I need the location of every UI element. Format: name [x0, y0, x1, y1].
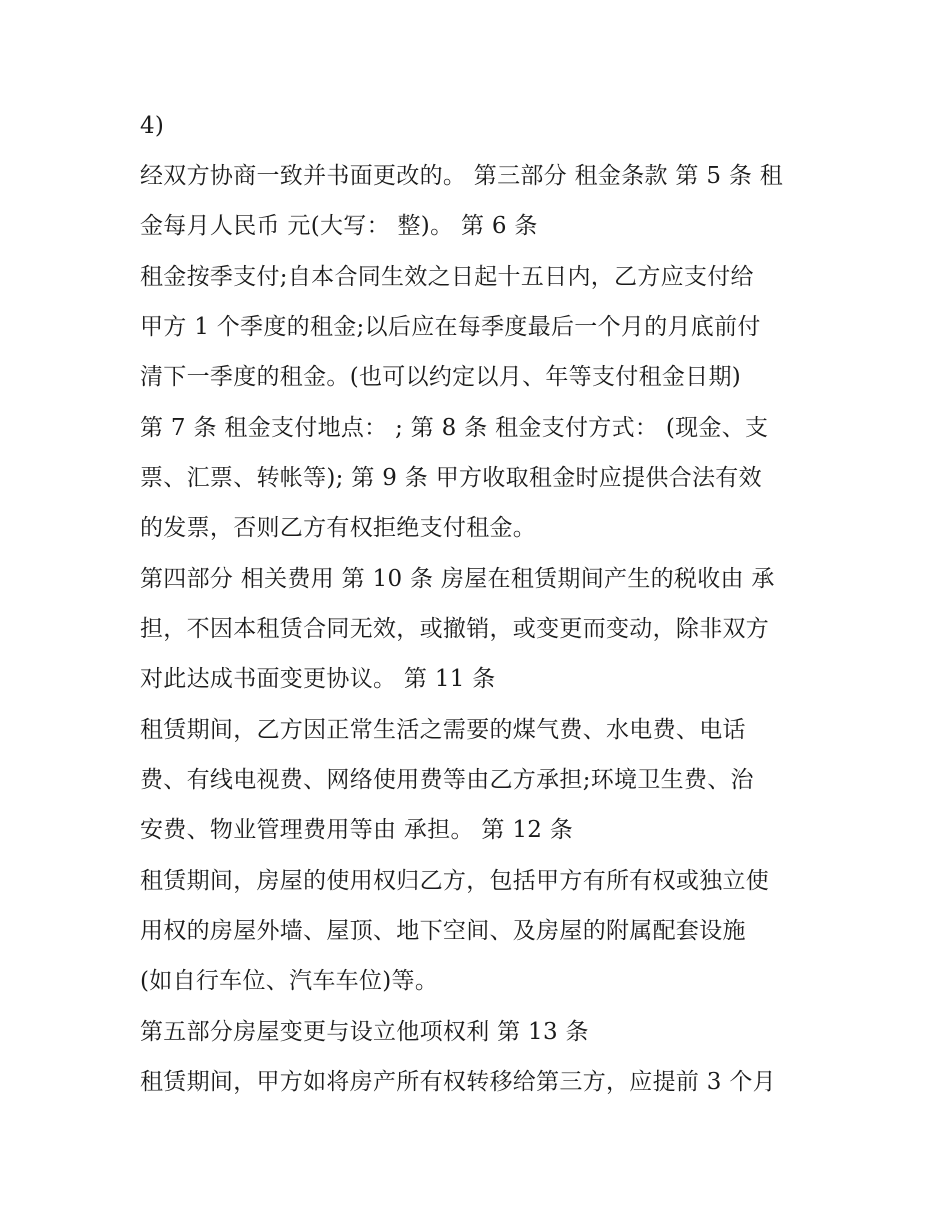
- text-line: 担，不因本租赁合同无效，或撤销，或变更而变动，除非双方: [140, 616, 770, 642]
- text-line: 租金按季支付;自本合同生效之日起十五日内，乙方应支付给: [140, 264, 754, 290]
- text-line: 票、汇票、转帐等); 第 9 条 甲方收取租金时应提供合法有效: [140, 465, 762, 491]
- text-line: 租赁期间，房屋的使用权归乙方，包括甲方有所有权或独立使: [140, 868, 770, 894]
- text-line: 第 7 条 租金支付地点： ; 第 8 条 租金支付方式： (现金、支: [140, 415, 769, 441]
- text-line: 用权的房屋外墙、屋顶、地下空间、及房屋的附属配套设施: [140, 918, 746, 944]
- text-line: 经双方协商一致并书面更改的。 第三部分 租金条款 第 5 条 租: [140, 163, 784, 189]
- text-line: 对此达成书面变更协议。 第 11 条: [140, 666, 496, 692]
- text-line: 4): [140, 113, 165, 139]
- text-line: 租赁期间，乙方因正常生活之需要的煤气费、水电费、电话: [140, 717, 746, 743]
- text-line: 甲方 1 个季度的租金;以后应在每季度最后一个月的月底前付: [140, 314, 761, 340]
- text-line: 费、有线电视费、网络使用费等由乙方承担;环境卫生费、治: [140, 767, 754, 793]
- text-line: 第五部分房屋变更与设立他项权利 第 13 条: [140, 1019, 589, 1045]
- text-line: 清下一季度的租金。(也可以约定以月、年等支付租金日期): [140, 364, 742, 390]
- text-line: 金每月人民币 元(大写： 整)。 第 6 条: [140, 213, 538, 239]
- text-line: (如自行车位、汽车车位)等。: [140, 968, 439, 994]
- text-line: 安费、物业管理费用等由 承担。 第 12 条: [140, 817, 574, 843]
- text-line: 第四部分 相关费用 第 10 条 房屋在租赁期间产生的税收由 承: [140, 566, 775, 592]
- text-line: 的发票，否则乙方有权拒绝支付租金。: [140, 515, 537, 541]
- text-line: 租赁期间，甲方如将房产所有权转移给第三方，应提前 3 个月: [140, 1069, 776, 1095]
